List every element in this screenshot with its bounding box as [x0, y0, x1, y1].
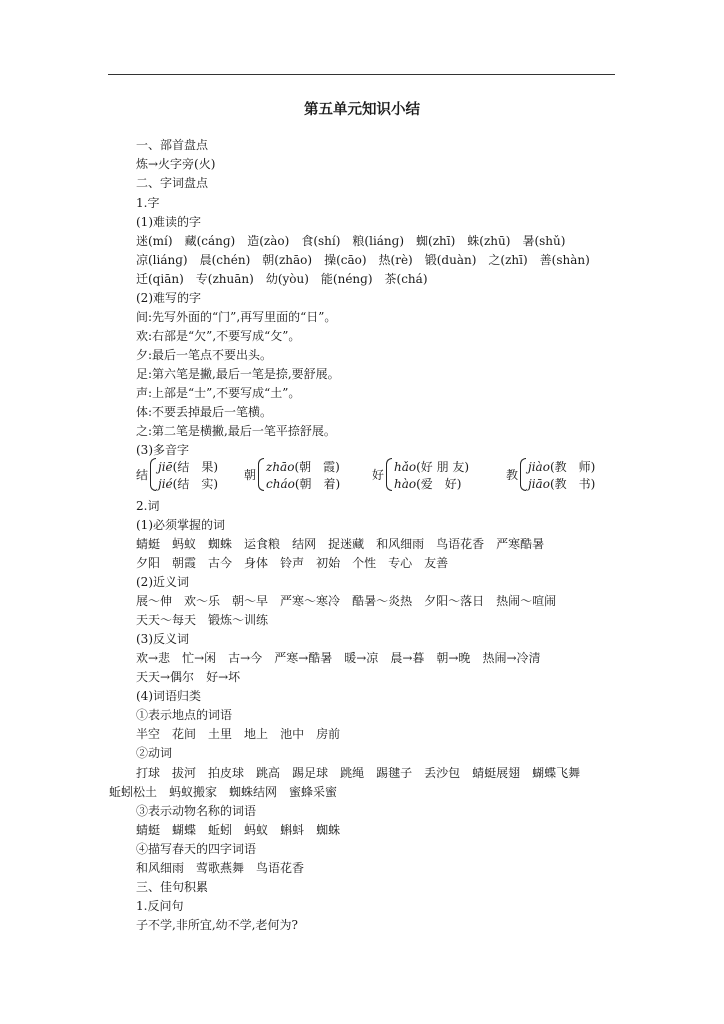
hard-read-char: 晨(chén) — [199, 253, 251, 267]
word: 池中 — [280, 727, 305, 741]
word: 身体 — [244, 556, 269, 570]
header-rule — [108, 74, 615, 75]
pinyin: hǎo — [394, 460, 417, 474]
word: 蝴蝶 — [172, 823, 197, 837]
hard-read-char: 迷(mí) — [136, 234, 173, 248]
word: 房前 — [316, 727, 341, 741]
word: 和风细雨 — [376, 537, 425, 551]
animal-words-row — [136, 822, 340, 838]
hard-write-heading: (2)难写的字 — [136, 291, 201, 305]
section-words-heading: 二、字词盘点 — [136, 176, 209, 190]
place-words-row — [136, 726, 340, 742]
example-word: (教 师) — [549, 460, 596, 474]
polyphone-reading — [394, 475, 461, 492]
brace — [520, 458, 526, 491]
hard-read-char: 善(shàn) — [539, 253, 590, 267]
polyphone-heading: (3)多音字 — [136, 443, 189, 457]
synonyms-row — [136, 593, 556, 609]
hard-read-char: 蜘(zhī) — [416, 234, 456, 248]
hard-write-item: 欢:右部是“欠”,不要写成“攵”。 — [136, 329, 301, 343]
word: 结网 — [292, 537, 317, 551]
word: 古今 — [208, 556, 233, 570]
pinyin: zhāo — [266, 460, 295, 474]
hard-read-char: 热(rè) — [378, 253, 413, 267]
hard-read-char: 凉(liánɡ) — [136, 253, 188, 267]
rhetorical-question-heading: 1.反问句 — [136, 899, 184, 913]
subsection-characters: 1.字 — [136, 196, 160, 210]
spring-idioms-row — [136, 860, 304, 876]
word: 夕阳 — [136, 556, 161, 570]
word: 蚂蚁 — [172, 537, 197, 551]
pinyin: jiāo — [528, 477, 550, 491]
must-words-row — [136, 536, 544, 552]
synonym-pair: 严寒～寒冷 — [280, 594, 341, 608]
word: 踢足球 — [292, 766, 329, 780]
word: 个性 — [352, 556, 377, 570]
antonym-pair: 欢→悲 — [136, 651, 171, 665]
antonym-pair: 晨→暮 — [390, 651, 425, 665]
word: 跳高 — [256, 766, 281, 780]
word: 友善 — [424, 556, 449, 570]
must-words-row — [136, 555, 448, 571]
pinyin: jiē — [158, 460, 173, 474]
hard-read-char: 朝(zhāo) — [262, 253, 313, 267]
word: 蝌蚪 — [280, 823, 305, 837]
polyphone-reading — [158, 475, 218, 492]
hard-write-item: 声:上部是“士”,不要写成“土”。 — [136, 386, 301, 400]
synonym-pair: 锻炼～训练 — [208, 613, 269, 627]
hard-write-item: 之:第二笔是横撇,最后一笔平捺舒展。 — [136, 424, 336, 438]
must-words-heading: (1)必须掌握的词 — [136, 518, 225, 532]
hard-read-char: 食(shí) — [301, 234, 341, 248]
word: 半空 — [136, 727, 161, 741]
spring-idioms-heading: ④描写春天的四字词语 — [136, 842, 257, 856]
polyphone-reading — [266, 475, 340, 492]
word: 踢毽子 — [376, 766, 413, 780]
word: 朝霞 — [172, 556, 197, 570]
hard-read-char: 操(cāo) — [324, 253, 367, 267]
word: 蜻蜓 — [136, 537, 161, 551]
hard-read-row — [136, 233, 565, 249]
hard-read-char: 茶(chá) — [384, 272, 428, 286]
hard-read-char: 锻(duàn) — [424, 253, 477, 267]
pinyin: jié — [158, 477, 173, 491]
antonym-pair: 严寒→酷暑 — [274, 651, 333, 665]
word: 蚯蚓 — [208, 823, 233, 837]
hard-read-char: 蛛(zhū) — [467, 234, 511, 248]
antonyms-heading: (3)反义词 — [136, 632, 189, 646]
example-word: (结 果) — [172, 460, 219, 474]
polyphone-char: 好 — [372, 468, 385, 482]
hard-read-char: 藏(cánɡ) — [184, 234, 236, 248]
brace — [150, 458, 156, 491]
word: 跳绳 — [340, 766, 365, 780]
subsection-words: 2.词 — [136, 499, 160, 513]
word: 严寒酷暑 — [496, 537, 545, 551]
word: 打球 — [136, 766, 161, 780]
synonym-pair: 展～伸 — [136, 594, 173, 608]
word: 蚂蚁搬家 — [169, 785, 218, 799]
section-sentences-heading: 三、佳句积累 — [136, 880, 209, 894]
animal-words-heading: ③表示动物名称的词语 — [136, 804, 257, 818]
word: 蜻蜓 — [136, 823, 161, 837]
word: 鸟语花香 — [256, 861, 305, 875]
hard-read-char: 之(zhī) — [488, 253, 528, 267]
synonym-pair: 朝～早 — [232, 594, 269, 608]
word: 初始 — [316, 556, 341, 570]
example-word: (朝 着) — [294, 477, 341, 491]
polyphone-reading — [528, 458, 595, 475]
antonym-pair: 热闹→冷清 — [482, 651, 541, 665]
hard-read-row — [136, 271, 428, 287]
word: 蜘蛛 — [316, 823, 341, 837]
example-word: (结 实) — [172, 477, 219, 491]
brace — [386, 458, 392, 491]
hard-read-char: 暑(shǔ) — [522, 234, 566, 248]
antonym-pair: 好→坏 — [206, 670, 241, 684]
polyphone-char: 结 — [136, 468, 149, 482]
word: 蝴蝶飞舞 — [532, 766, 581, 780]
word: 莺歌燕舞 — [196, 861, 245, 875]
antonym-pair: 天天→偶尔 — [136, 670, 195, 684]
word: 运食粮 — [244, 537, 281, 551]
word: 蜻蜓展翅 — [472, 766, 521, 780]
example-word: (教 书) — [549, 477, 596, 491]
pinyin: cháo — [266, 477, 295, 491]
verbs-row — [136, 765, 580, 781]
antonyms-row — [136, 650, 541, 666]
hard-write-item: 体:不要丢掉最后一笔横。 — [136, 405, 273, 419]
polyphone-reading — [266, 458, 340, 475]
word: 蚂蚁 — [244, 823, 269, 837]
hard-read-char: 专(zhuān) — [195, 272, 254, 286]
antonym-pair: 忙→闲 — [182, 651, 217, 665]
hard-read-char: 幼(yòu) — [265, 272, 309, 286]
word: 和风细雨 — [136, 861, 185, 875]
antonym-pair: 朝→晚 — [436, 651, 471, 665]
antonym-pair: 古→今 — [228, 651, 263, 665]
synonyms-heading: (2)近义词 — [136, 575, 189, 589]
synonym-pair: 欢～乐 — [184, 594, 221, 608]
antonym-pair: 暖→凉 — [344, 651, 379, 665]
verbs-row — [109, 784, 337, 800]
word: 丢沙包 — [424, 766, 461, 780]
rhetorical-question-sentence: 子不学,非所宜,幼不学,老何为? — [136, 918, 298, 932]
polyphone-reading — [394, 458, 469, 475]
pinyin: hào — [394, 477, 417, 491]
hard-read-char: 能(nénɡ) — [320, 272, 373, 286]
hard-read-char: 粮(liánɡ) — [352, 234, 405, 248]
polyphone-reading — [158, 458, 218, 475]
polyphone-row — [136, 456, 616, 492]
hard-read-heading: (1)难读的字 — [136, 215, 201, 229]
place-words-heading: ①表示地点的词语 — [136, 708, 233, 722]
word: 蚯蚓松土 — [109, 785, 158, 799]
section-radicals-heading: 一、部首盘点 — [136, 138, 209, 152]
word: 地上 — [244, 727, 269, 741]
synonym-pair: 天天～每天 — [136, 613, 197, 627]
brace — [258, 458, 264, 491]
word: 专心 — [388, 556, 413, 570]
polyphone-reading — [528, 475, 595, 492]
verbs-heading: ②动词 — [136, 746, 173, 760]
polyphone-char: 教 — [506, 468, 519, 482]
hard-read-char: 造(zào) — [247, 234, 290, 248]
word: 蜘蛛 — [208, 537, 233, 551]
antonyms-row — [136, 669, 240, 685]
word: 蜘蛛结网 — [229, 785, 278, 799]
word: 捉迷藏 — [328, 537, 365, 551]
example-word: (爱 好) — [416, 477, 462, 491]
categories-heading: (4)词语归类 — [136, 689, 201, 703]
example-word: (朝 霞) — [294, 460, 340, 474]
radical-entry: 炼→火字旁(火) — [136, 157, 216, 171]
page-title: 第五单元知识小结 — [304, 102, 420, 118]
synonyms-row — [136, 612, 268, 628]
word: 蜜蜂采蜜 — [289, 785, 338, 799]
pinyin: jiào — [528, 460, 550, 474]
synonym-pair: 热闹～喧闹 — [496, 594, 557, 608]
hard-read-char: 迁(qiān) — [136, 272, 184, 286]
hard-read-row — [136, 252, 590, 268]
word: 铃声 — [280, 556, 305, 570]
hard-write-item: 夕:最后一笔点不要出头。 — [136, 348, 273, 362]
polyphone-char: 朝 — [244, 468, 257, 482]
word: 花间 — [172, 727, 197, 741]
word: 土里 — [208, 727, 233, 741]
synonym-pair: 酷暑～炎热 — [352, 594, 413, 608]
hard-write-item: 足:第六笔是撇,最后一笔是捺,要舒展。 — [136, 367, 340, 381]
synonym-pair: 夕阳～落日 — [424, 594, 485, 608]
word: 拔河 — [172, 766, 197, 780]
example-word: (好 朋 友) — [416, 460, 470, 474]
word: 鸟语花香 — [436, 537, 485, 551]
hard-write-item: 间:先写外面的“门”,再写里面的“日”。 — [136, 310, 337, 324]
word: 拍皮球 — [208, 766, 245, 780]
